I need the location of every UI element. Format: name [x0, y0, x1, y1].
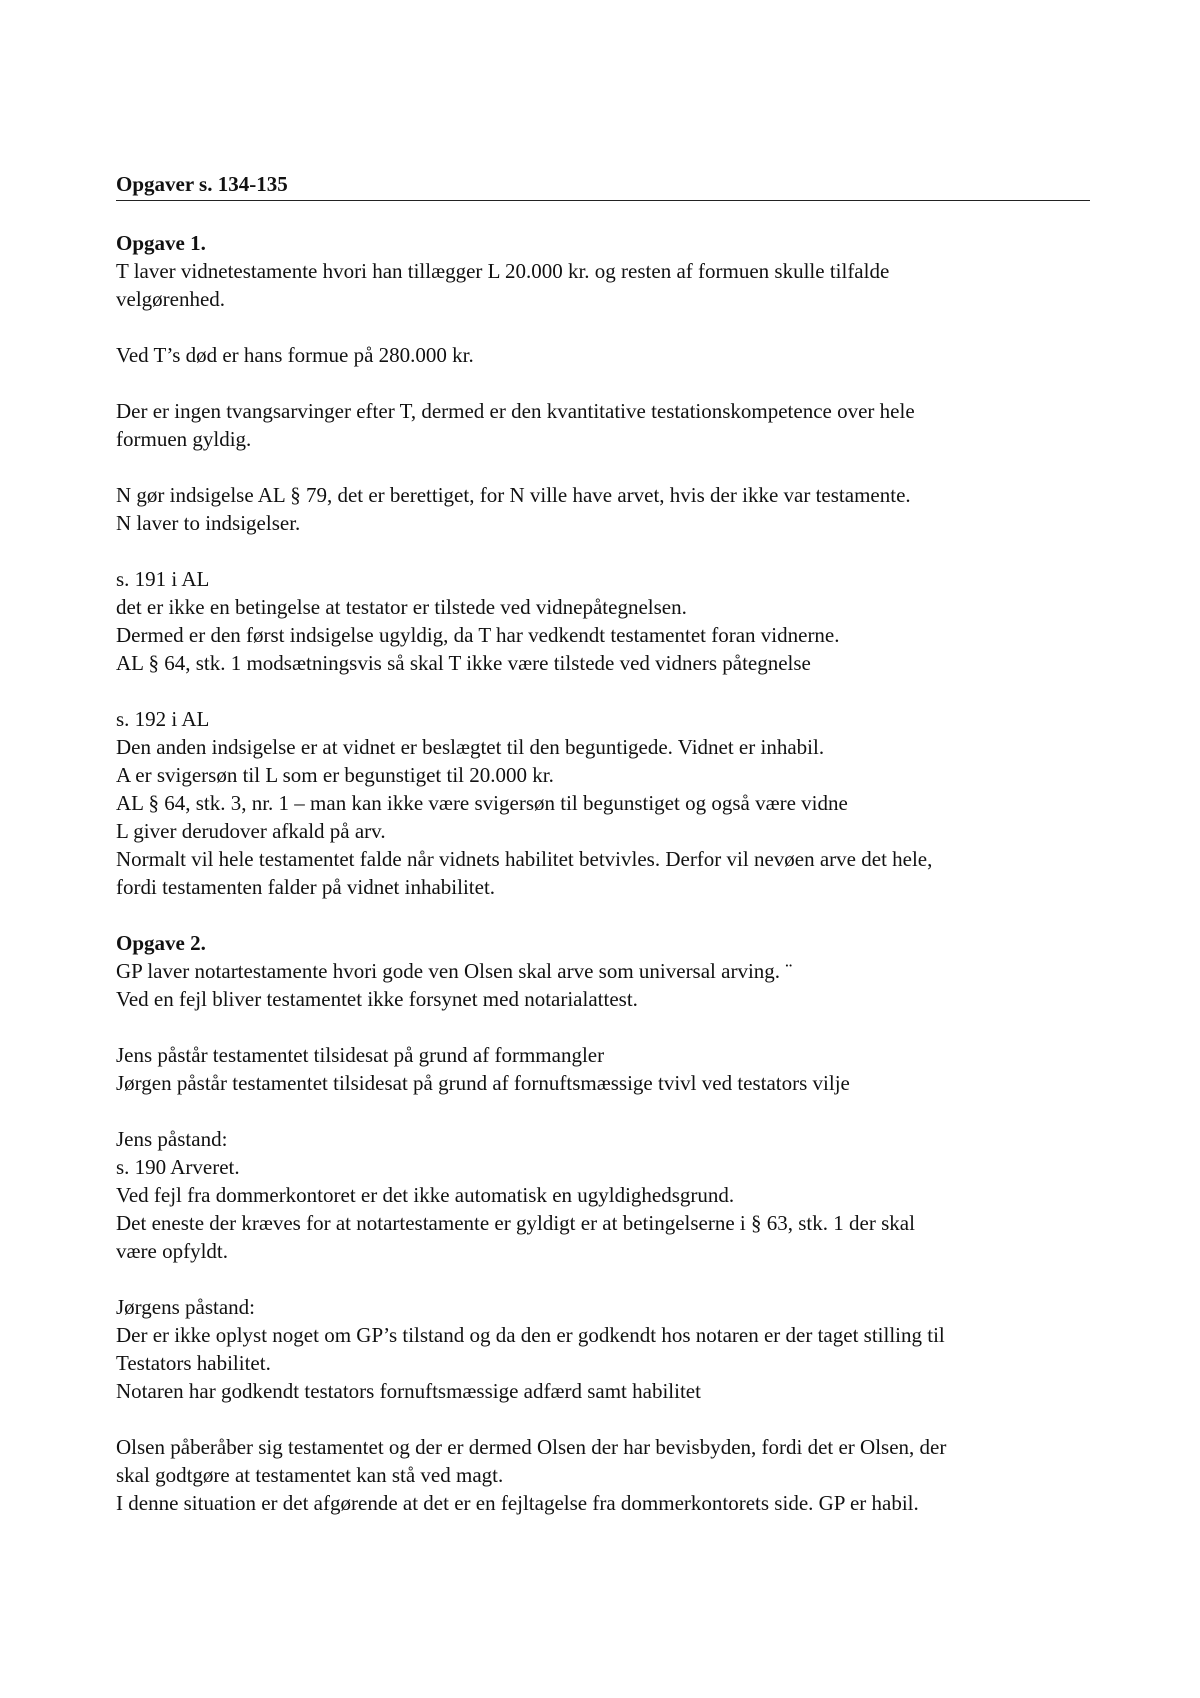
section-heading: Opgave 2. [116, 931, 206, 955]
text-line: velgørenhed. [116, 287, 226, 311]
text-line: Der er ikke oplyst noget om GP’s tilstand og da den er godkendt hos notaren er der taget stilling til [116, 1323, 945, 1347]
text-line: AL § 64, stk. 1 modsætningsvis så skal T ikke være tilstede ved vidners påtegnelse [116, 651, 811, 675]
text-line: være opfyldt. [116, 1239, 228, 1263]
paragraph [116, 565, 1090, 677]
text-line: Notaren har godkendt testators fornuftsmæssige adfærd samt habilitet [116, 1379, 701, 1403]
document-page [116, 170, 1090, 1545]
text-line: s. 191 i AL [116, 567, 210, 591]
paragraph [116, 1293, 1090, 1405]
text-line: AL § 64, stk. 3, nr. 1 – man kan ikke være svigersøn til begunstiget og også være vidne [116, 791, 848, 815]
text-line: formuen gyldig. [116, 427, 252, 451]
paragraph [116, 341, 1090, 369]
document-title: Opgaver s. 134-135 [116, 170, 1090, 201]
paragraph [116, 705, 1090, 901]
document-body [116, 229, 1090, 1517]
text-line: s. 190 Arveret. [116, 1155, 240, 1179]
text-line: GP laver notartestamente hvori gode ven Olsen skal arve som universal arving. ¨ [116, 959, 793, 983]
text-line: Der er ingen tvangsarvinger efter T, dermed er den kvantitative testationskompetence over hele [116, 399, 915, 423]
text-line: Testators habilitet. [116, 1351, 271, 1375]
text-line: Det eneste der kræves for at notartestamente er gyldigt er at betingelserne i § 63, stk. 1 der skal [116, 1211, 915, 1235]
section-opgave-2 [116, 929, 1090, 1517]
text-line: Den anden indsigelse er at vidnet er beslægtet til den beguntigede. Vidnet er inhabil. [116, 735, 825, 759]
text-line: det er ikke en betingelse at testator er tilstede ved vidnepåtegnelsen. [116, 595, 687, 619]
text-line: skal godtgøre at testamentet kan stå ved magt. [116, 1463, 504, 1487]
paragraph [116, 1125, 1090, 1265]
paragraph [116, 481, 1090, 537]
text-line: fordi testamenten falder på vidnet inhabilitet. [116, 875, 496, 899]
paragraph [116, 1041, 1090, 1097]
text-line: Ved en fejl bliver testamentet ikke forsynet med notarialattest. [116, 987, 638, 1011]
section-heading: Opgave 1. [116, 231, 206, 255]
paragraph [116, 957, 1090, 1013]
text-line: Ved T’s død er hans formue på 280.000 kr. [116, 343, 474, 367]
text-line: N gør indsigelse AL § 79, det er berettiget, for N ville have arvet, hvis der ikke var testamente. [116, 483, 911, 507]
text-line: Olsen påberåber sig testamentet og der er dermed Olsen der har bevisbyden, fordi det er Olsen, der [116, 1435, 947, 1459]
paragraph [116, 397, 1090, 453]
text-line: Jens påstår testamentet tilsidesat på grund af formmangler [116, 1043, 605, 1067]
text-line: Ved fejl fra dommerkontoret er det ikke automatisk en ugyldighedsgrund. [116, 1183, 735, 1207]
text-line: Jørgen påstår testamentet tilsidesat på grund af fornuftsmæssige tvivl ved testators vilje [116, 1071, 850, 1095]
text-line: Jens påstand: [116, 1127, 228, 1151]
text-line: N laver to indsigelser. [116, 511, 301, 535]
text-line: I denne situation er det afgørende at det er en fejltagelse fra dommerkontorets side. GP er habil. [116, 1491, 919, 1515]
text-line: Normalt vil hele testamentet falde når vidnets habilitet betvivles. Derfor vil nevøen arve det hele, [116, 847, 933, 871]
text-line: Jørgens påstand: [116, 1295, 256, 1319]
text-line: A er svigersøn til L som er begunstiget til 20.000 kr. [116, 763, 554, 787]
paragraph [116, 257, 1090, 313]
paragraph [116, 1433, 1090, 1517]
text-line: Dermed er den først indsigelse ugyldig, da T har vedkendt testamentet foran vidnerne. [116, 623, 840, 647]
text-line: s. 192 i AL [116, 707, 210, 731]
section-opgave-1 [116, 229, 1090, 901]
text-line: L giver derudover afkald på arv. [116, 819, 386, 843]
text-line: T laver vidnetestamente hvori han tillægger L 20.000 kr. og resten af formuen skulle tilfalde [116, 259, 890, 283]
